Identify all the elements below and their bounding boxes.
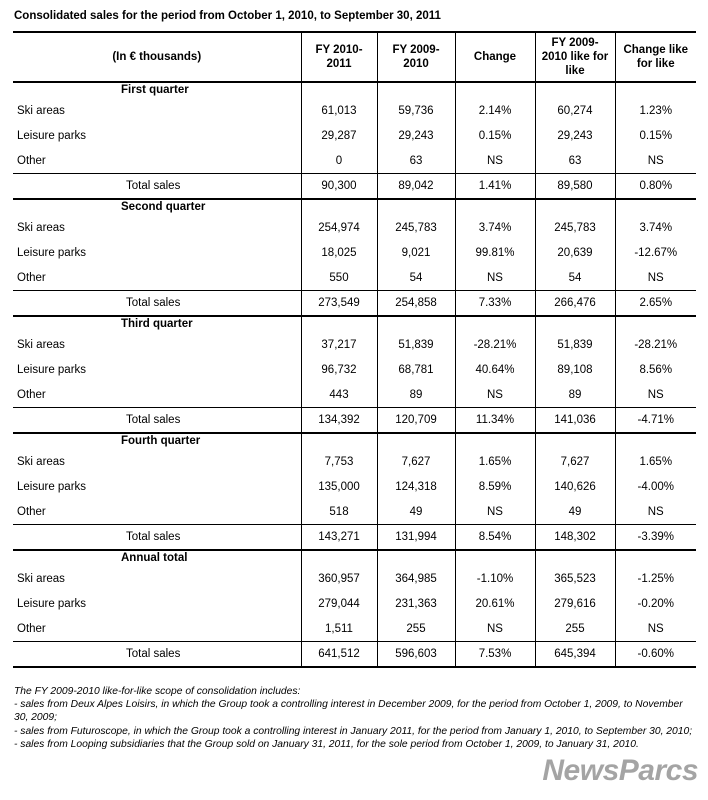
total-value-cell: 0.80% [615,174,696,200]
value-cell: 360,957 [301,566,377,591]
empty-cell [615,550,696,566]
total-value-cell: 11.34% [455,408,535,434]
value-cell: NS [615,148,696,174]
section-header-row [13,316,696,332]
value-cell: 364,985 [377,566,455,591]
value-cell: 1.23% [615,98,696,123]
total-value-cell: 254,858 [377,291,455,317]
value-cell: 54 [535,265,615,291]
total-value-cell: 645,394 [535,642,615,668]
total-value-cell: 90,300 [301,174,377,200]
total-value-cell: 641,512 [301,642,377,668]
row-label: Leisure parks [17,363,87,376]
table-row [13,148,696,174]
value-cell: 245,783 [535,215,615,240]
empty-cell [615,82,696,98]
empty-cell [455,550,535,566]
footnote [14,685,696,751]
table-header-row [13,32,696,82]
value-cell: 20.61% [455,591,535,616]
value-cell: -12.67% [615,240,696,265]
empty-cell [301,82,377,98]
empty-cell [615,199,696,215]
column-header: Change like for like [615,32,696,82]
value-cell: NS [455,265,535,291]
total-value-cell: 596,603 [377,642,455,668]
empty-cell [377,433,455,449]
value-cell: 1.65% [455,449,535,474]
section-header-row [13,433,696,449]
section-title: First quarter [121,84,189,96]
total-value-cell: 1.41% [455,174,535,200]
watermark-logo: NewsParcs [542,754,698,787]
value-cell: 231,363 [377,591,455,616]
value-cell: 49 [377,499,455,525]
footnote-line: - sales from Looping subsidiaries that the Group sold on January 31, 2011, for the sole period from October 1, 2009, to January 31, 2010. [14,738,639,750]
value-cell: 255 [377,616,455,642]
value-cell: 89,108 [535,357,615,382]
table-row [13,474,696,499]
value-cell: 7,753 [301,449,377,474]
value-cell: 20,639 [535,240,615,265]
total-label: Total sales [13,408,301,434]
value-cell: 245,783 [377,215,455,240]
value-cell: 9,021 [377,240,455,265]
total-row [13,525,696,551]
empty-cell [377,550,455,566]
total-value-cell: 7.33% [455,291,535,317]
value-cell: 518 [301,499,377,525]
total-label: Total sales [13,174,301,200]
table-row [13,332,696,357]
total-value-cell: 7.53% [455,642,535,668]
table-row [13,240,696,265]
value-cell: 89 [535,382,615,408]
value-cell: 7,627 [377,449,455,474]
total-value-cell: 120,709 [377,408,455,434]
value-cell: 3.74% [455,215,535,240]
value-cell: -28.21% [455,332,535,357]
row-label: Leisure parks [17,597,87,610]
empty-cell [535,550,615,566]
value-cell: 0.15% [615,123,696,148]
footnote-line: - sales from Deux Alpes Loisirs, in which the Group took a controlling interest in December 2009, for the period from October 1, 2009, to November 30, 2009; [14,699,683,724]
total-value-cell: -4.71% [615,408,696,434]
sales-table [13,31,696,668]
value-cell: 51,839 [535,332,615,357]
value-cell: -4.00% [615,474,696,499]
value-cell: 8.59% [455,474,535,499]
value-cell: 63 [535,148,615,174]
row-label: Ski areas [17,221,65,234]
total-value-cell: 2.65% [615,291,696,317]
empty-cell [377,316,455,332]
value-cell: 365,523 [535,566,615,591]
value-cell: 0.15% [455,123,535,148]
value-cell: 96,732 [301,357,377,382]
value-cell: 59,736 [377,98,455,123]
value-cell: 279,616 [535,591,615,616]
value-cell: 40.64% [455,357,535,382]
table-row [13,616,696,642]
total-value-cell: 89,580 [535,174,615,200]
row-label: Other [17,388,46,401]
value-cell: 68,781 [377,357,455,382]
value-cell: 61,013 [301,98,377,123]
table-row [13,357,696,382]
total-value-cell: 89,042 [377,174,455,200]
total-value-cell: 8.54% [455,525,535,551]
column-header: FY 2009- 2010 [377,32,455,82]
section-header-row [13,199,696,215]
table-row [13,566,696,591]
total-value-cell: 273,549 [301,291,377,317]
value-cell: 29,287 [301,123,377,148]
footnote-line: - sales from Futuroscope, in which the Group took a controlling interest in January 2011, for the period from January 1, 2010, to September 30, 2010; [14,725,693,737]
value-cell: 124,318 [377,474,455,499]
column-header: FY 2010- 2011 [301,32,377,82]
value-cell: 2.14% [455,98,535,123]
total-row [13,642,696,668]
total-value-cell: 131,994 [377,525,455,551]
value-cell: 29,243 [535,123,615,148]
row-label: Other [17,271,46,284]
value-cell: 0 [301,148,377,174]
row-label: Leisure parks [17,246,87,259]
row-label: Other [17,154,46,167]
value-cell: -28.21% [615,332,696,357]
table-row [13,449,696,474]
table-row [13,123,696,148]
empty-cell [535,433,615,449]
value-cell: -1.10% [455,566,535,591]
total-row [13,408,696,434]
table-row [13,382,696,408]
value-cell: 60,274 [535,98,615,123]
total-value-cell: 148,302 [535,525,615,551]
value-cell: 63 [377,148,455,174]
value-cell: NS [615,499,696,525]
column-header: Change [455,32,535,82]
empty-cell [535,199,615,215]
section-title: Annual total [121,552,188,564]
value-cell: NS [615,382,696,408]
total-label: Total sales [13,525,301,551]
table-row [13,98,696,123]
empty-cell [535,82,615,98]
total-value-cell: 134,392 [301,408,377,434]
value-cell: 279,044 [301,591,377,616]
value-cell: NS [615,616,696,642]
section-title: Second quarter [121,201,206,213]
empty-cell [377,199,455,215]
value-cell: 8.56% [615,357,696,382]
value-cell: 51,839 [377,332,455,357]
value-cell: 443 [301,382,377,408]
empty-cell [455,316,535,332]
table-row [13,215,696,240]
table-row [13,591,696,616]
value-cell: NS [615,265,696,291]
empty-cell [615,433,696,449]
empty-cell [301,550,377,566]
value-cell: 255 [535,616,615,642]
value-cell: 49 [535,499,615,525]
empty-cell [615,316,696,332]
value-cell: NS [455,382,535,408]
row-label: Other [17,622,46,635]
row-label: Ski areas [17,455,65,468]
value-cell: 99.81% [455,240,535,265]
value-cell: 135,000 [301,474,377,499]
total-row [13,174,696,200]
section-title: Fourth quarter [121,435,201,447]
empty-cell [535,316,615,332]
row-label: Leisure parks [17,129,87,142]
value-cell: 29,243 [377,123,455,148]
row-label: Ski areas [17,572,65,585]
total-value-cell: -3.39% [615,525,696,551]
empty-cell [301,199,377,215]
footnote-line: The FY 2009-2010 like-for-like scope of consolidation includes: [14,686,301,697]
row-label: Ski areas [17,338,65,351]
value-cell: NS [455,616,535,642]
value-cell: 7,627 [535,449,615,474]
row-label: Ski areas [17,104,65,117]
column-header: FY 2009- 2010 like for like [535,32,615,82]
value-cell: 89 [377,382,455,408]
empty-cell [301,316,377,332]
empty-cell [455,82,535,98]
row-label: Other [17,505,46,518]
empty-cell [377,82,455,98]
section-header-row [13,550,696,566]
value-cell: NS [455,499,535,525]
section-header-row [13,82,696,98]
value-cell: 1,511 [301,616,377,642]
total-value-cell: -0.60% [615,642,696,668]
value-cell: 550 [301,265,377,291]
table-body [13,82,696,667]
section-title: Third quarter [121,318,193,330]
empty-cell [301,433,377,449]
total-value-cell: 143,271 [301,525,377,551]
value-cell: -0.20% [615,591,696,616]
total-value-cell: 266,476 [535,291,615,317]
empty-cell [455,199,535,215]
row-label: Leisure parks [17,480,87,493]
total-label: Total sales [13,642,301,668]
value-cell: 37,217 [301,332,377,357]
empty-cell [455,433,535,449]
column-header: (In € thousands) [13,32,301,82]
value-cell: 54 [377,265,455,291]
value-cell: -1.25% [615,566,696,591]
total-value-cell: 141,036 [535,408,615,434]
total-row [13,291,696,317]
value-cell: 3.74% [615,215,696,240]
value-cell: NS [455,148,535,174]
table-row [13,499,696,525]
value-cell: 1.65% [615,449,696,474]
total-label: Total sales [13,291,301,317]
table-row [13,265,696,291]
value-cell: 140,626 [535,474,615,499]
report-title: Consolidated sales for the period from October 1, 2010, to September 30, 2011 [14,10,441,22]
value-cell: 18,025 [301,240,377,265]
value-cell: 254,974 [301,215,377,240]
